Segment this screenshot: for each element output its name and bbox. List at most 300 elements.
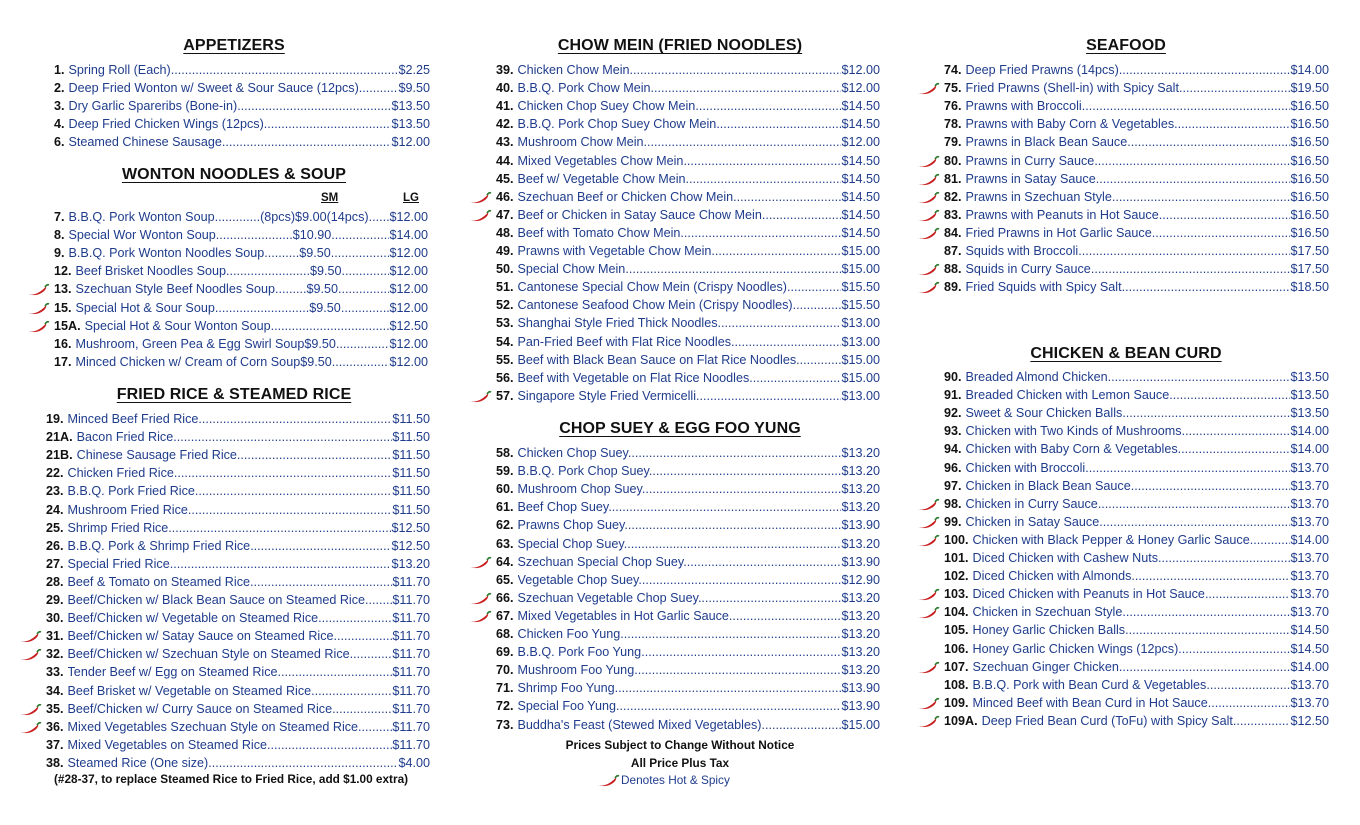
item-number: 57. (496, 388, 514, 403)
menu-item (496, 625, 880, 643)
menu-item (496, 206, 880, 224)
item-name: Deep Fried Chicken Wings (12pcs) ..... (69, 115, 392, 133)
menu-item (944, 712, 1329, 730)
item-number: 83. (944, 207, 962, 222)
menu-item (46, 591, 430, 609)
item-price: $12.50 (391, 538, 430, 553)
item-name: B.B.Q. Pork Foo Yung ..... (518, 643, 842, 661)
item-price: $16.50 (1290, 225, 1329, 240)
item-name: Chicken in Black Bean Sauce ..... (966, 477, 1291, 495)
item-number: 27. (46, 556, 64, 571)
item-name: Prawns in Black Bean Sauce ..... (966, 133, 1291, 151)
item-name: Buddha's Feast (Stewed Mixed Vegetables) ..... (518, 716, 842, 734)
menu-item (496, 188, 880, 206)
item-price: $13.70 (1290, 514, 1329, 529)
item-name: B.B.Q. Pork Chop Suey Chow Mein ..... (518, 115, 842, 133)
hot-spicy-pepper-icon (468, 610, 492, 624)
item-number: 84. (944, 225, 962, 240)
menu-item (496, 697, 880, 715)
item-price: $14.00 (1290, 532, 1329, 547)
item-name: Chicken Fried Rice ..... (68, 464, 393, 482)
item-price: $16.50 (1290, 153, 1329, 168)
item-price: $13.70 (1290, 569, 1329, 584)
item-number: 91. (944, 388, 962, 403)
hot-spicy-pepper-icon (468, 209, 492, 223)
hot-spicy-pepper-icon (26, 302, 50, 316)
item-name: Special Fried Rice ..... (68, 555, 392, 573)
menu-item (54, 79, 430, 97)
item-number: 13. (54, 282, 72, 297)
item-number: 47. (496, 207, 514, 222)
menu-item (496, 553, 880, 571)
menu-item (46, 754, 430, 772)
item-price: $13.00 (841, 316, 880, 331)
item-name: Chicken with Baby Corn & Vegetables ..... (966, 440, 1291, 458)
menu-item (54, 115, 430, 133)
item-name: Beef Brisket w/ Vegetable on Steamed Rice ..... (68, 682, 393, 700)
item-number: 16. (54, 336, 72, 351)
menu-item (944, 477, 1329, 495)
item-price: $12.00 (389, 264, 428, 279)
item-number: 78. (944, 117, 962, 132)
item-price: $13.50 (1290, 388, 1329, 403)
item-name: Beef Chop Suey ..... (518, 498, 842, 516)
item-name: Mushroom, Green Pea & Egg Swirl Soup$9.50........... ..... (76, 335, 390, 353)
item-name: Chicken Chow Mein ..... (518, 61, 842, 79)
item-number: 101. (944, 551, 969, 565)
menu-item (496, 351, 880, 369)
item-number: 92. (944, 406, 962, 421)
item-price: $13.50 (1290, 370, 1329, 384)
item-price: $14.00 (389, 228, 428, 243)
item-number: 76. (944, 99, 962, 114)
menu-item (944, 260, 1329, 278)
menu-item (944, 694, 1329, 712)
item-number: 41. (496, 99, 514, 114)
item-number: 43. (496, 135, 514, 150)
item-price: $13.90 (841, 699, 880, 714)
item-name: B.B.Q. Pork Wonton Soup.............(8pcs)$9.00(14pcs) ..... (69, 208, 390, 226)
item-number: 2. (54, 81, 65, 96)
menu-item (54, 262, 428, 280)
item-name: Szechuan Ginger Chicken ..... (973, 658, 1291, 676)
item-price: $12.00 (841, 135, 880, 150)
item-name: Beef/Chicken w/ Vegetable on Steamed Rice ..... (68, 609, 393, 627)
item-price: $13.20 (841, 663, 880, 678)
item-number: 24. (46, 502, 64, 517)
item-number: 100. (944, 532, 969, 547)
item-price: $11.50 (392, 502, 430, 517)
menu-item (944, 676, 1329, 694)
menu-item (944, 170, 1329, 188)
item-price: $14.50 (1290, 623, 1329, 638)
item-price: $12.00 (841, 63, 880, 77)
menu-item (944, 97, 1329, 115)
item-number: 81. (944, 171, 962, 186)
item-name: B.B.Q. Pork Chop Suey ..... (518, 462, 842, 480)
item-name: Szechuan Special Chop Suey ..... (518, 553, 842, 571)
menu-item (944, 242, 1329, 260)
hot-spicy-pepper-icon (468, 592, 492, 606)
menu-item (496, 97, 880, 115)
item-price: $14.50 (841, 153, 880, 168)
menu-item (496, 516, 880, 534)
item-number: 15A. (54, 318, 81, 333)
menu-item (496, 387, 880, 405)
item-price: $11.50 (392, 484, 430, 499)
item-name: Prawns in Curry Sauce ..... (966, 152, 1291, 170)
menu-item (46, 428, 430, 446)
item-number: 38. (46, 755, 64, 770)
item-price: $17.50 (1290, 244, 1329, 258)
item-price: $11.70 (392, 647, 430, 662)
item-name: Pan-Fried Beef with Flat Rice Noodles ..... (518, 333, 842, 351)
seafood-heading: SEAFOOD (1086, 37, 1166, 54)
menu-item (944, 640, 1329, 658)
tax-notice: All Price Plus Tax (630, 756, 730, 770)
item-price: $9.50 (398, 81, 430, 96)
item-price: $12.50 (391, 520, 430, 535)
item-name: Steamed Rice (One size) ..... (68, 754, 399, 772)
menu-item (496, 133, 880, 151)
large-size-label: LG (403, 192, 419, 204)
item-number: 26. (46, 538, 64, 553)
item-price: $15.00 (841, 717, 880, 732)
menu-item (496, 535, 880, 553)
item-number: 50. (496, 262, 514, 277)
item-number: 49. (496, 244, 514, 258)
item-number: 58. (496, 446, 514, 460)
item-name: Minced Beef Fried Rice ..... (68, 410, 393, 428)
item-number: 109. (944, 695, 969, 710)
item-name: Diced Chicken with Peanuts in Hot Sauce ..... (973, 585, 1291, 603)
item-number: 19. (46, 412, 64, 426)
item-number: 60. (496, 482, 514, 497)
item-price: $11.70 (392, 701, 430, 716)
item-number: 65. (496, 572, 514, 587)
item-number: 74. (944, 63, 962, 77)
item-number: 99. (944, 514, 962, 529)
item-price: $16.50 (1290, 135, 1329, 150)
item-number: 90. (944, 370, 962, 384)
item-price: $17.50 (1290, 262, 1329, 277)
item-number: 80. (944, 153, 962, 168)
item-number: 40. (496, 81, 514, 96)
menu-item (496, 498, 880, 516)
hot-spicy-pepper-icon (916, 498, 940, 512)
item-number: 39. (496, 63, 514, 77)
menu-item (944, 513, 1329, 531)
menu-item (944, 224, 1329, 242)
menu-item (944, 621, 1329, 639)
item-price: $12.50 (389, 318, 428, 333)
item-name: Beef/Chicken w/ Szechuan Style on Steamed Rice ..... (68, 645, 393, 663)
item-price: $11.50 (392, 466, 430, 481)
item-price: $11.50 (392, 412, 430, 426)
legend-text: Denotes Hot & Spicy (621, 773, 730, 787)
item-number: 9. (54, 246, 65, 261)
item-name: Beef with Vegetable on Flat Rice Noodles ..... (518, 369, 842, 387)
item-name: Beef w/ Vegetable Chow Mein ..... (518, 170, 842, 188)
item-number: 67. (496, 608, 514, 623)
item-number: 108. (944, 677, 969, 692)
item-price: $11.70 (392, 683, 430, 698)
item-price: $19.50 (1290, 81, 1329, 96)
item-price: $12.00 (389, 354, 428, 369)
menu-item (46, 482, 430, 500)
item-number: 109A. (944, 713, 978, 728)
menu-item (46, 573, 430, 591)
item-price: $11.70 (392, 665, 430, 680)
menu-item (944, 585, 1329, 603)
item-price: $12.00 (841, 81, 880, 96)
menu-item (944, 79, 1329, 97)
item-price: $15.50 (841, 298, 880, 313)
menu-item (54, 208, 428, 226)
item-price: $13.00 (841, 334, 880, 349)
item-number: 21B. (46, 448, 73, 463)
item-number: 28. (46, 574, 64, 589)
menu-item (54, 317, 428, 335)
menu-item (54, 61, 430, 79)
item-number: 15. (54, 300, 72, 315)
item-name: Beef/Chicken w/ Satay Sauce on Steamed Rice ..... (68, 627, 393, 645)
item-name: B.B.Q. Pork with Bean Curd & Vegetables ..... (973, 676, 1291, 694)
menu-item (496, 242, 880, 260)
item-name: Prawns in Szechuan Style ..... (966, 188, 1291, 206)
item-price: $11.50 (392, 448, 430, 463)
item-name: Beef/Chicken w/ Curry Sauce on Steamed Rice ..... (68, 700, 393, 718)
hot-spicy-pepper-icon (916, 227, 940, 241)
item-price: $12.00 (389, 300, 428, 315)
item-price: $11.50 (392, 430, 430, 445)
item-number: 22. (46, 466, 64, 481)
item-price: $18.50 (1290, 280, 1329, 295)
item-price: $13.00 (841, 388, 880, 403)
item-name: Breaded Almond Chicken ..... (966, 368, 1291, 386)
item-price: $13.20 (841, 446, 880, 460)
item-price: $14.50 (841, 225, 880, 240)
item-price: $16.50 (1290, 171, 1329, 186)
hot-spicy-pepper-icon (916, 661, 940, 675)
item-number: 97. (944, 478, 962, 493)
wonton-heading: WONTON NOODLES & SOUP (121, 166, 347, 183)
menu-item (54, 97, 430, 115)
item-name: Mixed Vegetables in Hot Garlic Sauce ..... (518, 607, 842, 625)
item-name: Beef with Black Bean Sauce on Flat Rice Noodles ..... (518, 351, 842, 369)
hot-spicy-pepper-icon (468, 556, 492, 570)
item-name: Fried Squids with Spicy Salt ..... (966, 278, 1291, 296)
item-price: $12.00 (389, 210, 428, 224)
item-name: Honey Garlic Chicken Balls ..... (973, 621, 1291, 639)
item-price: $13.20 (841, 500, 880, 515)
item-name: Chicken with Black Pepper & Honey Garlic Sauce ..... (973, 531, 1291, 549)
item-price: $15.50 (841, 280, 880, 295)
item-price: $4.00 (398, 755, 430, 770)
item-name: Diced Chicken with Cashew Nuts ..... (973, 549, 1291, 567)
item-price: $11.70 (392, 719, 430, 734)
item-number: 1. (54, 63, 65, 77)
item-price: $13.70 (1290, 496, 1329, 511)
item-name: Tender Beef w/ Egg on Steamed Rice ..... (68, 663, 393, 681)
item-name: Chicken Chop Suey ..... (518, 444, 842, 462)
menu-item (496, 661, 880, 679)
item-name: Special Hot & Sour Soup...........................$9.50............ ..... (76, 299, 390, 317)
item-name: Deep Fried Prawns (14pcs) ..... (966, 61, 1291, 79)
menu-item (944, 422, 1329, 440)
menu-item (496, 716, 880, 734)
menu-item (496, 61, 880, 79)
item-name: Singapore Style Fried Vermicelli ..... (518, 387, 842, 405)
hot-spicy-pepper-icon (468, 390, 492, 404)
item-price: $13.70 (1290, 551, 1329, 565)
item-number: 30. (46, 611, 64, 626)
item-number: 21A. (46, 430, 73, 445)
menu-item (46, 446, 430, 464)
item-price: $13.70 (1290, 478, 1329, 493)
item-number: 98. (944, 496, 962, 511)
menu-item (496, 170, 880, 188)
hot-spicy-pepper-icon (916, 263, 940, 277)
hot-spicy-pepper-icon (18, 721, 42, 735)
menu-item (496, 462, 880, 480)
item-price: $15.00 (841, 262, 880, 277)
item-name: Minced Chicken w/ Cream of Corn Soup$9.50........... ..... (76, 353, 390, 371)
item-price: $13.20 (841, 464, 880, 479)
item-name: Mixed Vegetables Chow Mein ..... (518, 152, 842, 170)
menu-item (46, 663, 430, 681)
item-number: 42. (496, 117, 514, 132)
item-price: $12.50 (1290, 713, 1329, 728)
legend-pepper-icon (596, 774, 620, 788)
item-number: 6. (54, 135, 65, 150)
menu-item (46, 645, 430, 663)
item-name: Bacon Fried Rice ..... (77, 428, 393, 446)
menu-item (46, 555, 430, 573)
item-number: 75. (944, 81, 962, 96)
item-price: $15.00 (841, 370, 880, 385)
item-price: $13.70 (1290, 587, 1329, 602)
item-name: Mixed Vegetables Szechuan Style on Steamed Rice ..... (68, 718, 393, 736)
item-name: Chicken Foo Yung ..... (518, 625, 842, 643)
item-name: Special Hot & Sour Wonton Soup ..... (85, 317, 390, 335)
menu-item (944, 152, 1329, 170)
hot-spicy-pepper-icon (916, 82, 940, 96)
menu-item (944, 404, 1329, 422)
item-price: $13.50 (391, 99, 430, 114)
item-price: $12.00 (391, 135, 430, 150)
item-price: $14.50 (841, 117, 880, 132)
item-name: Steamed Chinese Sausage ..... (69, 133, 392, 151)
item-name: Breaded Chicken with Lemon Sauce ..... (966, 386, 1291, 404)
item-name: Prawns in Satay Sauce ..... (966, 170, 1291, 188)
item-number: 12. (54, 264, 72, 279)
item-name: Prawns Chop Suey ..... (518, 516, 842, 534)
hot-spicy-pepper-icon (916, 534, 940, 548)
item-name: Szechuan Style Beef Noodles Soup.........$9.50............ ..... (76, 280, 390, 298)
item-number: 55. (496, 352, 514, 367)
hot-spicy-pepper-icon (916, 715, 940, 729)
menu-item (944, 368, 1329, 386)
item-price: $11.70 (392, 737, 430, 752)
item-number: 25. (46, 520, 64, 535)
item-name: Mushroom Chop Suey ..... (518, 480, 842, 498)
chowmein-heading: CHOW MEIN (FRIED NOODLES) (557, 37, 803, 54)
menu-item (496, 607, 880, 625)
item-number: 23. (46, 484, 64, 499)
item-number: 69. (496, 645, 514, 660)
menu-item (496, 643, 880, 661)
menu-item (46, 627, 430, 645)
item-price: $12.00 (389, 336, 428, 351)
item-price: $14.00 (1290, 659, 1329, 674)
item-price: $15.00 (841, 244, 880, 258)
item-number: 53. (496, 316, 514, 331)
item-name: Mushroom Foo Yung ..... (518, 661, 842, 679)
hot-spicy-pepper-icon (916, 516, 940, 530)
item-price: $13.20 (841, 645, 880, 660)
item-number: 17. (54, 354, 72, 369)
item-number: 104. (944, 605, 969, 620)
menu-item (54, 353, 428, 371)
menu-item (944, 188, 1329, 206)
item-name: B.B.Q. Pork Fried Rice ..... (68, 482, 393, 500)
item-price: $16.50 (1290, 189, 1329, 204)
item-price: $14.50 (841, 207, 880, 222)
menu-item (496, 480, 880, 498)
item-number: 45. (496, 171, 514, 186)
item-name: Beef/Chicken w/ Black Bean Sauce on Steamed Rice. ..... (68, 591, 393, 609)
menu-item (496, 571, 880, 589)
item-price: $14.00 (1290, 442, 1329, 457)
item-number: 94. (944, 442, 962, 457)
hot-spicy-pepper-icon (468, 191, 492, 205)
menu-item (944, 440, 1329, 458)
item-name: Chicken with Broccoli ..... (966, 459, 1291, 477)
item-number: 54. (496, 334, 514, 349)
item-number: 33. (46, 665, 64, 680)
menu-item (54, 280, 428, 298)
item-number: 51. (496, 280, 514, 295)
item-number: 88. (944, 262, 962, 277)
menu-item (496, 152, 880, 170)
menu-item (496, 278, 880, 296)
item-name: Shrimp Fried Rice ..... (68, 519, 392, 537)
hot-spicy-pepper-icon (916, 697, 940, 711)
item-name: Szechuan Vegetable Chop Suey ..... (518, 589, 842, 607)
item-number: 8. (54, 228, 65, 243)
menu-item (46, 464, 430, 482)
item-price: $12.90 (841, 572, 880, 587)
item-price: $13.70 (1290, 695, 1329, 710)
hot-spicy-pepper-icon (18, 703, 42, 717)
menu-item (46, 700, 430, 718)
item-price: $13.90 (841, 681, 880, 696)
item-name: Deep Fried Wonton w/ Sweet & Sour Sauce (12pcs) ..... (69, 79, 399, 97)
item-name: Spring Roll (Each) ..... (69, 61, 399, 79)
item-name: Chicken in Szechuan Style ..... (973, 603, 1291, 621)
item-name: Mushroom Fried Rice ..... (68, 501, 393, 519)
menu-item (54, 335, 428, 353)
item-name: Fried Prawns (Shell-in) with Spicy Salt ..... (966, 79, 1291, 97)
hot-spicy-pepper-icon (916, 191, 940, 205)
menu-item (944, 495, 1329, 513)
item-number: 34. (46, 683, 64, 698)
chopsuey-heading: CHOP SUEY & EGG FOO YUNG (559, 420, 801, 437)
item-number: 32. (46, 647, 64, 662)
item-name: Chicken Chop Suey Chow Mein ..... (518, 97, 842, 115)
item-name: Shanghai Style Fried Thick Noodles ..... (518, 314, 842, 332)
